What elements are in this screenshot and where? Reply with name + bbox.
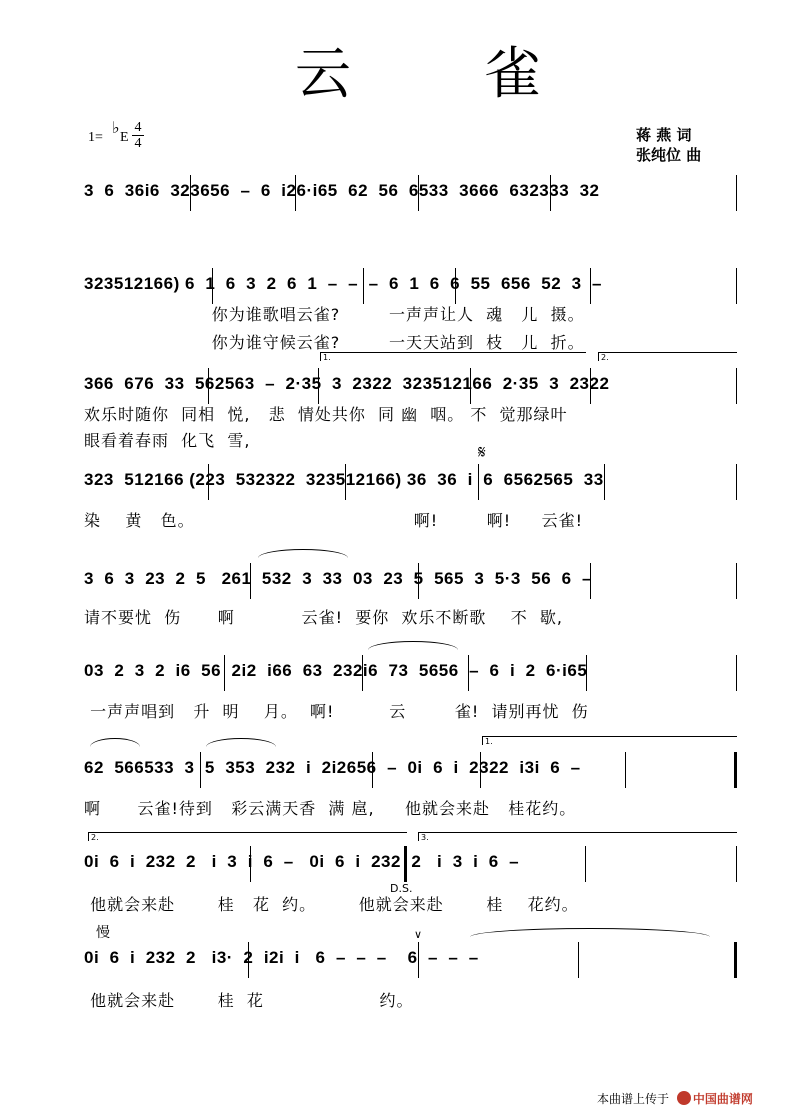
notation-line: 03 2 3 2 i6 56 2i2 i66 63 232i6 73 5656 – 6 i 2 6·i65 <box>84 661 588 680</box>
volta-1: 1. <box>320 352 586 361</box>
logo-icon <box>677 1091 691 1105</box>
ds-marking: D.S. <box>390 882 413 895</box>
notation-line: 3 6 3 23 2 5 261 532 3 33 03 23 5 565 3 5·3 56 6 – <box>84 569 593 588</box>
notation-line: 0i 6 i 232 2 i 3 i 6 – 0i 6 i 232 2 i 3 i 6 – <box>84 852 520 871</box>
lyric-verse-1: 啊 云雀!待到 彩云满天香 满 扈, 他就会来赴 桂花约。 <box>84 799 577 818</box>
notation-line: 323 512166 (223 532322 323512166) 36 36 i 6 6562565 33 <box>84 470 604 489</box>
lyric-verse-1: 他就会来赴 桂 花 约。 他就会来赴 桂 花约。 <box>84 895 579 914</box>
time-signature <box>132 120 144 151</box>
notation-line: 366 676 33 562563 – 2·35 3 2322 323512166 2·35 3 2322 <box>84 374 610 393</box>
segno-sign: 𝄋 <box>478 442 486 463</box>
notation-line: 62 566533 3 5 353 232 i 2i2656 – 0i 6 i 2322 i3i 6 – <box>84 758 581 777</box>
lyric-verse-2: 眼看着春雨 化飞 雪, <box>84 431 251 450</box>
site-logo[interactable]: 中国曲谱网 <box>677 1090 753 1107</box>
notation-line: 3 6 36i6 323656 – 6 i26·i65 62 56 6533 3666 632333 32 <box>84 181 600 200</box>
key-note: E <box>120 130 129 145</box>
volta-2-b: 2. <box>88 832 407 841</box>
time-top: 4 <box>134 120 142 135</box>
lyric-verse-1: 你为谁歌唱云雀? 一声声让人 魂 儿 摄。 <box>84 305 585 324</box>
composer-credit: 张纯位 曲 <box>636 146 702 164</box>
lyric-verse-1: 请不要忧 伤 啊 云雀! 要你 欢乐不断歌 不 歇, <box>84 608 563 627</box>
lyricist-credit: 蒋 燕 词 <box>636 126 692 144</box>
flat-sign: ♭ <box>112 120 120 137</box>
notation-line: 323512166) 6 1 6 3 2 6 1 – – – 6 1 6 6 55 656 52 3 – <box>84 274 602 293</box>
volta-3: 3. <box>418 832 737 841</box>
notation-line: 0i 6 i 232 2 i3· 2 i2i i 6 – – – 6 – – – <box>84 948 479 967</box>
song-title: 云 雀 <box>295 42 599 107</box>
lyric-verse-1: 染 黄 色。 啊! 啊! 云雀! <box>84 511 584 530</box>
tempo-marking: 慢 <box>96 925 110 941</box>
key-prefix: 1= <box>88 130 103 145</box>
lyric-verse-1: 欢乐时随你 同相 悦, 悲 情处共你 同 幽 咽。 不 觉那绿叶 <box>84 405 568 424</box>
volta-1-b: 1. <box>482 736 737 745</box>
lyric-verse-1: 一声声唱到 升 明 月。 啊! 云 雀! 请别再忧 伤 <box>84 702 589 721</box>
credits <box>636 125 701 165</box>
breath-mark: ∨ <box>414 928 423 941</box>
footer-credit <box>597 1090 753 1107</box>
footer-text: 本曲谱上传于 <box>597 1092 670 1106</box>
volta-2: 2. <box>598 352 737 361</box>
lyric-verse-1: 他就会来赴 桂 花 约。 <box>84 991 414 1010</box>
lyric-verse-2: 你为谁守候云雀? 一天天站到 枝 儿 折。 <box>84 333 585 352</box>
time-bottom: 4 <box>134 136 142 151</box>
